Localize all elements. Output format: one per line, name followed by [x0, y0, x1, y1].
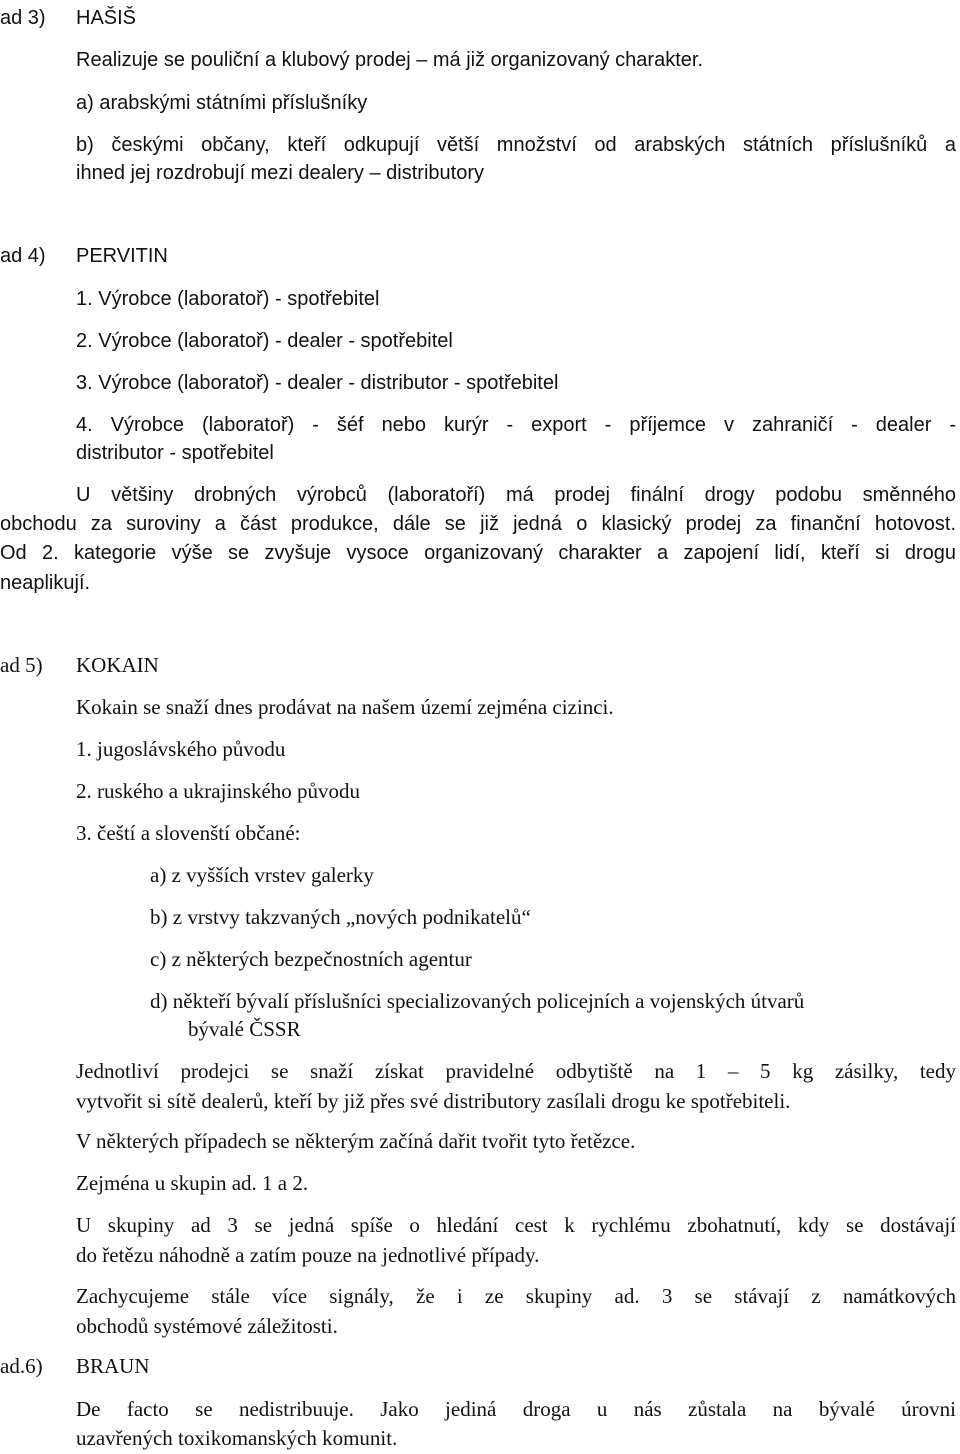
section-3-heading: HAŠIŠ	[76, 7, 137, 29]
section-5-sublist-item: b) z vrstvy takzvaných „nových podnikatelů“	[150, 905, 531, 929]
section-4-paragraph-line: Od 2. kategorie výše se zvyšuje vysoce organizovaný charakter a zapojení lidí, kteří si drogu	[0, 542, 956, 564]
section-5-sublist-item: c) z některých bezpečnostních agentur	[150, 947, 472, 971]
section-5-paragraph-line: do řetězu náhodně a zatím pouze na jednotlivé případy.	[76, 1243, 540, 1267]
section-4-item-4-line1: 4. Výrobce (laboratoř) - šéf nebo kurýr - export - příjemce v zahraničí - dealer -	[76, 414, 956, 436]
section-5-heading: KOKAIN	[76, 653, 159, 677]
section-5-intro: Kokain se snaží dnes prodávat na našem území zejména cizinci.	[76, 695, 614, 719]
section-5-list-item: 2. ruského a ukrajinského původu	[76, 779, 361, 803]
section-5-sublist-item: d) někteří bývalí příslušníci specializovaných policejních a vojenských útvarů	[150, 989, 805, 1013]
section-4-item-4-line2: distributor - spotřebitel	[76, 442, 274, 464]
section-4-prefix: ad 4)	[0, 245, 46, 267]
section-5-paragraph: Zejména u skupin ad. 1 a 2.	[76, 1171, 309, 1195]
section-5-sublist-item: a) z vyšších vrstev galerky	[150, 863, 374, 887]
section-5-sublist-item-cont: bývalé ČSSR	[188, 1017, 301, 1041]
section-4-paragraph-line: neaplikují.	[0, 572, 91, 594]
section-3-intro: Realizuje se pouliční a klubový prodej – má již organizovaný charakter.	[76, 49, 704, 71]
section-5-list-item: 3. čeští a slovenští občané:	[76, 821, 301, 845]
section-4-list-item: 1. Výrobce (laboratoř) - spotřebitel	[76, 288, 380, 310]
section-3-item-b-line1: b) českými občany, kteří odkupují větší množství od arabských státních příslušníků a	[76, 134, 956, 156]
section-6-paragraph-line: De facto se nedistribuuje. Jako jediná droga u nás zůstala na bývalé úrovni	[76, 1397, 956, 1421]
section-4-heading: PERVITIN	[76, 245, 168, 267]
section-6-prefix: ad.6)	[0, 1354, 43, 1378]
section-4-list-item: 2. Výrobce (laboratoř) - dealer - spotřebitel	[76, 330, 453, 352]
section-5-paragraph-line: Jednotliví prodejci se snaží získat pravidelné odbytiště na 1 – 5 kg zásilky, tedy	[76, 1059, 956, 1083]
section-5-paragraph-line: Zachycujeme stále více signály, že i ze skupiny ad. 3 se stávají z namátkových	[76, 1284, 956, 1308]
section-3-item-b-line2: ihned jej rozdrobují mezi dealery – distributory	[76, 162, 484, 184]
section-4-paragraph-line: obchodu za suroviny a část produkce, dále se již jedná o klasický prodej za finanční hotovost.	[0, 513, 956, 535]
section-5-paragraph: V některých případech se některým začíná dařit tvořit tyto řetězce.	[76, 1129, 636, 1153]
section-6-heading: BRAUN	[76, 1354, 150, 1378]
section-5-paragraph-line: obchodů systémové záležitosti.	[76, 1314, 338, 1338]
section-5-list-item: 1. jugoslávského původu	[76, 737, 286, 761]
section-6-paragraph-line: uzavřených toxikomanských komunit.	[76, 1426, 398, 1450]
section-5-paragraph-line: U skupiny ad 3 se jedná spíše o hledání cest k rychlému zbohatnutí, kdy se dostávají	[76, 1213, 956, 1237]
section-3-prefix: ad 3)	[0, 7, 46, 29]
section-5-paragraph-line: vytvořit si sítě dealerů, kteří by již přes své distributory zasílali drogu ke spotřebiteli.	[76, 1089, 791, 1113]
section-3-item-a: a) arabskými státními příslušníky	[76, 92, 368, 114]
section-4-paragraph-line: U většiny drobných výrobců (laboratoří) má prodej finální drogy podobu směnného	[76, 484, 956, 506]
section-4-list-item: 3. Výrobce (laboratoř) - dealer - distributor - spotřebitel	[76, 372, 559, 394]
section-5-prefix: ad 5)	[0, 653, 43, 677]
